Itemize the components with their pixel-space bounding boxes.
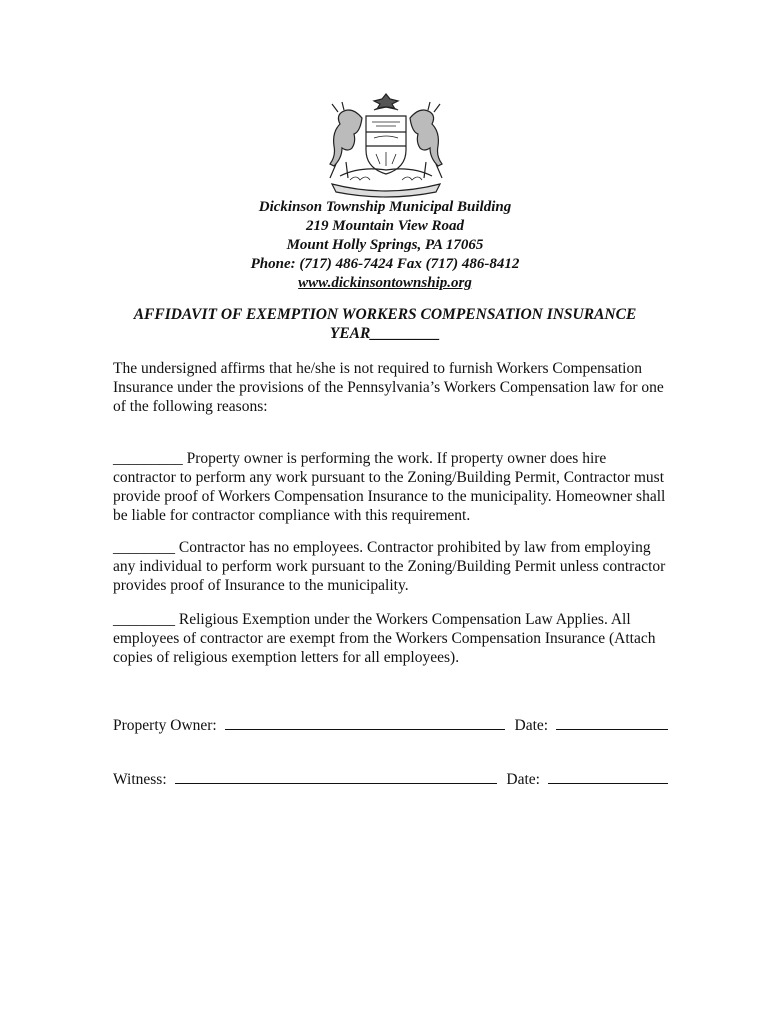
witness-signature-row [113, 769, 668, 789]
option-line: _________ Property owner is performing the work. If property owner does hire [113, 450, 607, 467]
year-field[interactable]: YEAR_________ [329, 325, 441, 342]
option-no-employees [113, 538, 666, 595]
option-line: ________ Religious Exemption under the Workers Compensation Law Applies. All [113, 611, 631, 628]
intro-paragraph [113, 359, 664, 416]
option-line: contractor to perform any work pursuant to the Zoning/Building Permit, Contractor must [113, 469, 665, 486]
header-phone-fax: Phone: (717) 486-7424 Fax (717) 486-8412 [250, 256, 520, 272]
option-religious-exemption [113, 610, 661, 667]
option-line: any individual to perform work pursuant to the Zoning/Building Permit unless contractor [113, 558, 666, 575]
property-owner-date-label: Date: [514, 717, 549, 734]
witness-date-field[interactable] [548, 769, 668, 784]
property-owner-signature-field[interactable] [225, 715, 505, 730]
option-line: be liable for contractor compliance with this requirement. [113, 507, 471, 524]
property-owner-signature-row [113, 715, 668, 735]
option-line: provide proof of Workers Compensation Insurance to the municipality. Homeowner shall [113, 488, 666, 505]
pennsylvania-seal-icon [310, 88, 462, 202]
header-street-address: 219 Mountain View Road [306, 218, 464, 234]
option-line: employees of contractor are exempt from the Workers Compensation Insurance (Attach [113, 630, 656, 647]
property-owner-label: Property Owner: [113, 717, 217, 734]
header-city-state-zip: Mount Holly Springs, PA 17065 [286, 237, 484, 253]
intro-line: The undersigned affirms that he/she is not required to furnish Workers Compensation [113, 360, 642, 377]
option-line: provides proof of Insurance to the municipality. [113, 577, 409, 594]
intro-line: of the following reasons: [113, 398, 268, 415]
title-line: AFFIDAVIT OF EXEMPTION WORKERS COMPENSATION INSURANCE [133, 306, 637, 323]
witness-signature-field[interactable] [175, 769, 497, 784]
header-building-name: Dickinson Township Municipal Building [258, 199, 512, 215]
document-title [0, 305, 770, 343]
website-link[interactable]: www.dickinsontownship.org [298, 275, 472, 291]
option-line: ________ Contractor has no employees. Contractor prohibited by law from employing [113, 539, 651, 556]
option-property-owner [113, 449, 666, 525]
intro-line: Insurance under the provisions of the Pennsylvania’s Workers Compensation law for one [113, 379, 664, 396]
witness-date-label: Date: [506, 771, 540, 788]
property-owner-date-field[interactable] [556, 715, 668, 730]
option-line: copies of religious exemption letters for all employees). [113, 649, 460, 666]
municipal-header [0, 198, 770, 293]
witness-label: Witness: [113, 771, 167, 788]
